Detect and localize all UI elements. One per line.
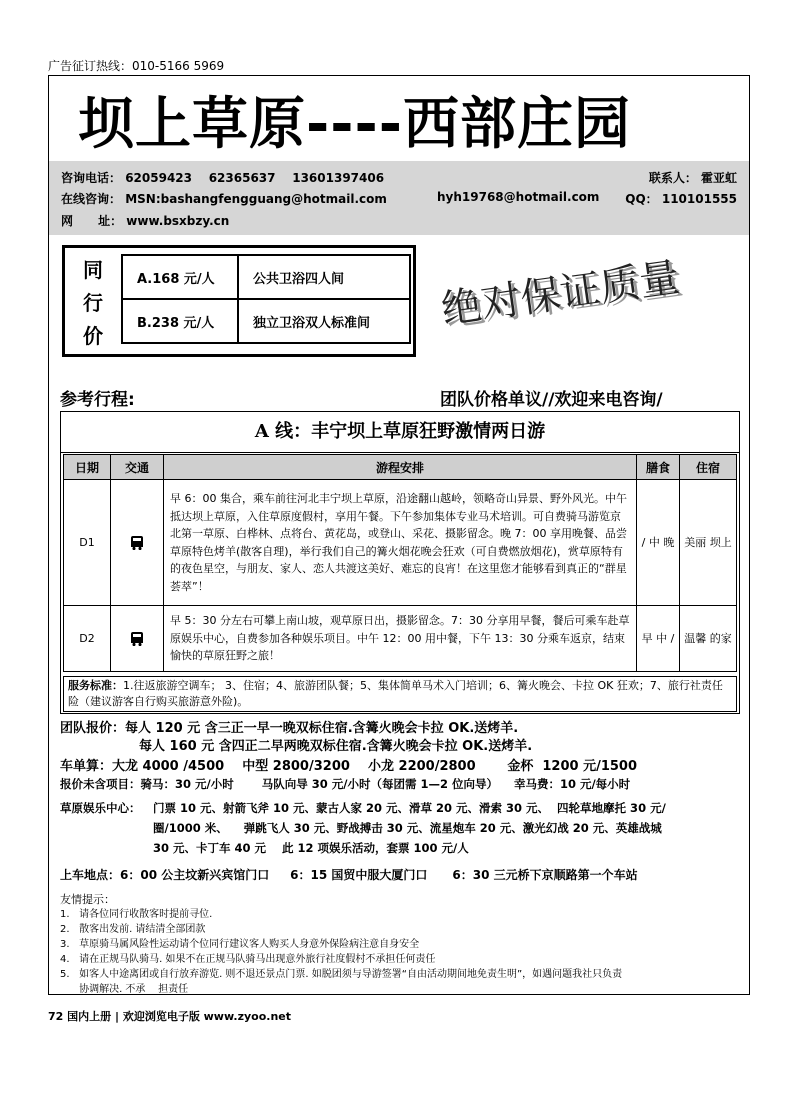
phone-numbers: 62059423 62365637 13601397406 [125,171,385,185]
page-title: 坝上草原----西部庄园 [78,92,631,157]
peer-price-box [62,245,416,357]
group-price-note: 团队价格单议//欢迎来电咨询/ [440,390,663,410]
online-label: 在线咨询： [61,192,122,206]
tip-item: 3. 草原骑马属风险性运动请个位同行建议客人购买人身意外保险病注意自身安全 [60,939,420,950]
day-cell: D1 [64,480,111,606]
itinerary-box [60,411,740,714]
msn-address: MSN:bashangfengguang@hotmail.com [125,192,387,206]
tip-item: 1. 请各位同行收散客时提前寻位. [60,909,213,920]
route-title: A 线：丰宁坝上草原狂野激情两日游 [61,412,739,453]
price-a: A.168 元/人 [122,255,238,299]
schedule-table [63,454,737,672]
ref-itinerary-heading: 参考行程: [60,390,135,410]
page-footer: 72 国内上册 | 欢迎浏览电子版 www.zyoo.net [48,1010,292,1023]
entertainment-line-2: 圈/1000 米、 弹跳飞人 30 元、野战搏击 30 元、流星炮车 20 元、激光幻战 20 元、英雄战城 [153,821,662,835]
meal-cell: 早 中 / [637,606,680,672]
header-stay: 住宿 [680,455,737,480]
excluded-items: 报价未含项目：骑马：30 元/小时 马队向导 30 元/小时（每团需 1—2 位向导） 幸马费：10 元/每小时 [60,777,631,791]
table-row [64,480,737,606]
service-standard [63,676,737,712]
entertainment-label: 草原娱乐中心： [60,801,141,815]
website: www.bsxbzy.cn [126,214,230,228]
phone-label: 咨询电话： [61,171,122,185]
table-row [122,299,410,343]
bus-icon [131,536,143,547]
service-label: 服务标准： [68,679,123,692]
header-meal: 膳食 [637,455,680,480]
header-plan: 游程安排 [164,455,637,480]
meal-cell: / 中 晚 [637,480,680,606]
entertainment-line-3: 30 元、卡丁车 40 元 此 12 项娱乐活动，套票 100 元/人 [153,841,469,855]
group-quote-label: 团队报价： [60,721,126,736]
table-row [122,255,410,299]
contact-person: 联系人： 霍亚虹 [648,171,737,185]
service-text: 1.往返旅游空调车； 3、住宿；4、旅游团队餐；5、集体简单马术入门培训；6、篝火晚会、卡拉 OK 狂欢；7、旅行社责任险（建议游客自行购买旅游意外险)。 [68,679,723,708]
group-quote-text-1: 每人 120 元 含三正一早一晚双标住宿.含篝火晚会卡拉 OK.送烤羊. [125,721,519,736]
car-rental: 车单算：大龙 4000 /4500 中型 2800/3200 小龙 2200/2800 金杯 1200 元/1500 [60,759,638,774]
header-date: 日期 [64,455,111,480]
pickup-locations: 上车地点：6：00 公主坟新兴宾馆门口 6：15 国贸中服大厦门口 6：30 三元桥下京顺路第一个车站 [60,868,638,882]
entertainment-line-1: 门票 10 元、射箭飞斧 10 元、蒙古人家 20 元、滑草 20 元、滑索 30 元、 四轮草地摩托 30 元/ [153,801,666,815]
group-quote-line1 [60,717,518,736]
tips-title: 友情提示： [60,893,115,906]
tips-section [60,892,622,997]
table-row [64,606,737,672]
peer-price-label: 同 行 价 [83,258,103,348]
quality-slogan: 绝对保证质量 [438,254,683,334]
price-a-desc: 公共卫浴四人间 [238,255,410,299]
tip-item: 5. 如客人中途离团或自行放弃游览. 则不退还景点门票. 如脱团须与导游签署“自由活动期间地免责生明”，如遇问题我社只负责 [60,969,623,980]
header-transport: 交通 [111,455,164,480]
contact-bar [49,161,749,235]
tip-item: 协调解决. 不承 担责任 [60,984,189,995]
plan-cell: 早 6：00 集合，乘车前往河北丰宁坝上草原，沿途翻山越岭，领略奇山异景、野外风光。中午抵达坝上草原，入住草原度假村，享用午餐。下午参加集体专业马术培训。可自费骑马游览京北第一草原、白桦林、点将台、黄花岛，或登山、采花、摄影留念。晚 7：00 享用晚餐、品尝草原特色烤羊(散客自理)，举行我们自己的篝火烟花晚会狂欢（可自费燃放烟花)，赏草原特有的夜色星空，与朋友、家人、恋人共渡这美好、难忘的良宵！在这里您才能够看到真正的“群星荟萃”！ [164,480,637,606]
ad-hotline: 广告征订热线：010-5166 5969 [48,59,225,73]
transport-cell [111,606,164,672]
price-b: B.238 元/人 [122,299,238,343]
table-header-row [64,455,737,480]
hotmail-address: hyh19768@hotmail.com [437,190,600,204]
stay-cell: 温馨 的家 [680,606,737,672]
tip-item: 2. 散客出发前. 请结清全部团款 [60,924,206,935]
plan-cell: 早 5：30 分左右可攀上南山坡，观草原日出，摄影留念。7：30 分享用早餐，餐后可乘车赴草原娱乐中心，自费参加各种娱乐项目。中午 12：00 用中餐，下午 13：30 分乘车返京，结束愉快的草原狂野之旅！ [164,606,637,672]
web-label: 网 址： [61,214,123,228]
qq-number: QQ： 110101555 [625,192,737,206]
day-cell: D2 [64,606,111,672]
price-b-desc: 独立卫浴双人标准间 [238,299,410,343]
group-quote-line2: 每人 160 元 含四正二早两晚双标住宿.含篝火晚会卡拉 OK.送烤羊. [139,739,533,754]
tip-item: 4. 请在正规马队骑马. 如果不在正规马队骑马出现意外旅行社度假村不承担任何责任 [60,954,436,965]
stay-cell: 美丽 坝上 [680,480,737,606]
transport-cell [111,480,164,606]
bus-icon [131,632,143,643]
peer-price-table [121,254,411,344]
